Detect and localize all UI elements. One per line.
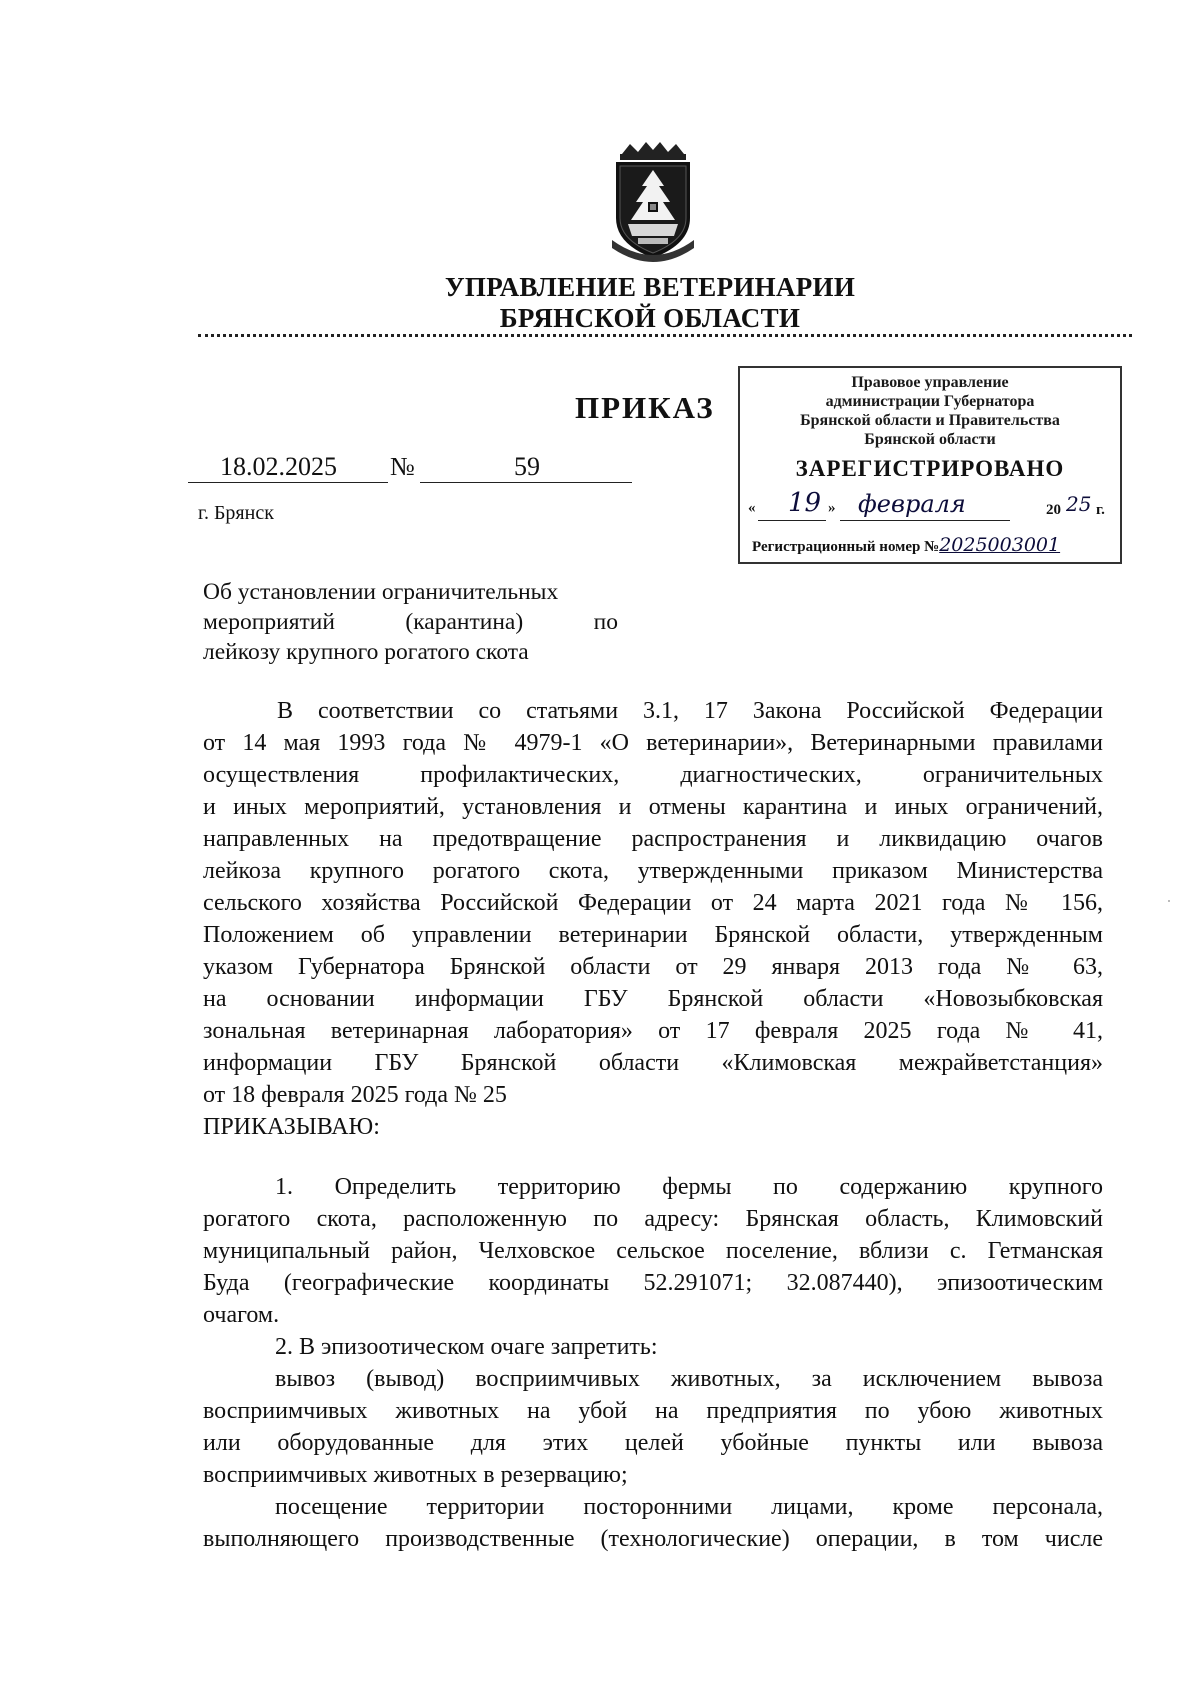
organization-name-line2: БРЯНСКОЙ ОБЛАСТИ: [499, 303, 801, 333]
item1-line: Буда (географические координаты 52.291071; 32.087440), эпизоотическим: [203, 1270, 1103, 1296]
number-underline: [420, 482, 632, 483]
stamp-quote-close: »: [828, 500, 836, 516]
number-sign: №: [390, 452, 415, 481]
stamp-date-line: [748, 490, 1118, 524]
organization-name-line1: УПРАВЛЕНИЕ ВЕТЕРИНАРИИ: [444, 272, 856, 302]
item1-line: рогатого скота, расположенную по адресу: Брянская область, Климовский: [203, 1206, 1103, 1232]
body-p1-line: указом Губернатора Брянской области от 29 января 2013 года № 63,: [203, 954, 1103, 980]
body-p1-line: сельского хозяйства Российской Федерации от 24 марта 2021 года № 156,: [203, 890, 1103, 916]
stamp-line1: Правовое управление: [851, 374, 1009, 391]
stamp-year-unit: г.: [1096, 502, 1105, 518]
order-date: 18.02.2025: [220, 452, 337, 481]
stamp-month-handwritten: февраля: [858, 490, 966, 518]
stamp-month-underline: [840, 520, 1010, 521]
stamp-line3: Брянской области и Правительства: [800, 412, 1060, 429]
subject-line2-part2: (карантина): [405, 609, 524, 635]
stamp-line2: администрации Губернатора: [825, 393, 1035, 410]
body-p1-line: Положением об управлении ветеринарии Брянской области, утвержденным: [203, 922, 1103, 948]
stamp-registration-label: Регистрационный номер №: [752, 539, 940, 555]
subject-line2-part3: по: [593, 609, 618, 635]
paragraph-gap: [203, 1143, 1103, 1171]
body-p1-line: от 14 мая 1993 года № 4979-1 «О ветеринарии», Ветеринарными правилами: [203, 730, 1103, 756]
body-p1-line: зональная ветеринарная лаборатория» от 17 февраля 2025 года № 41,: [203, 1018, 1103, 1044]
body-p1-line: информации ГБУ Брянской области «Климовская межрайветстанция»: [203, 1050, 1103, 1076]
item2a-line: восприимчивых животных в резервацию;: [203, 1462, 628, 1488]
item2a-line: или оборудованные для этих целей убойные пункты или вывоза: [203, 1430, 1103, 1456]
body-p1-line: направленных на предотвращение распространения и ликвидацию очагов: [203, 826, 1103, 852]
stamp-registered: ЗАРЕГИСТРИРОВАНО: [795, 456, 1065, 481]
city-label: г. Брянск: [198, 502, 274, 524]
item1-line: 1. Определить территорию фермы по содержанию крупного: [275, 1174, 1103, 1200]
document-type-title: ПРИКАЗ: [575, 390, 715, 425]
dotted-separator: [198, 334, 1132, 337]
stamp-quote-open: «: [748, 500, 756, 516]
date-underline: [188, 482, 388, 483]
body-p1-line: на основании информации ГБУ Брянской области «Новозыбковская: [203, 986, 1103, 1012]
stamp-year-handwritten: 25: [1066, 492, 1092, 516]
registration-stamp: [738, 366, 1122, 564]
subject-line2-part1: мероприятий: [203, 609, 335, 635]
subject-line2: [203, 607, 618, 637]
stamp-day-underline: [758, 520, 826, 521]
coat-of-arms-emblem: [608, 140, 698, 268]
item2a-line: восприимчивых животных на убой на предприятия по убою животных: [203, 1398, 1103, 1424]
body-p1-line: В соответствии со статьями 3.1, 17 Закона Российской Федерации: [277, 698, 1103, 724]
stamp-year-prefix: 20: [1046, 502, 1061, 518]
order-subject: [203, 577, 618, 667]
item1-line: очагом.: [203, 1302, 280, 1328]
body-p1-line: лейкоза крупного рогатого скота, утвержденными приказом Министерства: [203, 858, 1103, 884]
order-number: 59: [514, 452, 540, 481]
subject-line3: лейкозу крупного рогатого скота: [203, 639, 529, 665]
scan-speck: [1168, 900, 1170, 902]
item2-heading: 2. В эпизоотическом очаге запретить:: [275, 1334, 658, 1360]
stamp-day-handwritten: 19: [788, 488, 822, 518]
body-p1-line: осуществления профилактических, диагностических, ограничительных: [203, 762, 1103, 788]
item2b-line: выполняющего производственные (технологические) операции, в том числе: [203, 1526, 1103, 1552]
subject-line1: Об установлении ограничительных: [203, 579, 559, 605]
stamp-registration-number-handwritten: 2025003001: [939, 534, 1061, 556]
stamp-line4: Брянской области: [864, 431, 996, 448]
item2a-line: вывоз (вывод) восприимчивых животных, за исключением вывоза: [275, 1366, 1103, 1392]
stamp-registration-number-row: [752, 534, 1060, 556]
body-p1-line: от 18 февраля 2025 года № 25: [203, 1082, 507, 1108]
item1-line: муниципальный район, Челховское сельское поселение, вблизи с. Гетманская: [203, 1238, 1103, 1264]
order-word: ПРИКАЗЫВАЮ:: [203, 1114, 380, 1140]
body-p1-line: и иных мероприятий, установления и отмены карантина и иных ограничений,: [203, 794, 1103, 820]
order-body: [203, 695, 1103, 1555]
item2b-line: посещение территории посторонними лицами, кроме персонала,: [275, 1494, 1103, 1520]
